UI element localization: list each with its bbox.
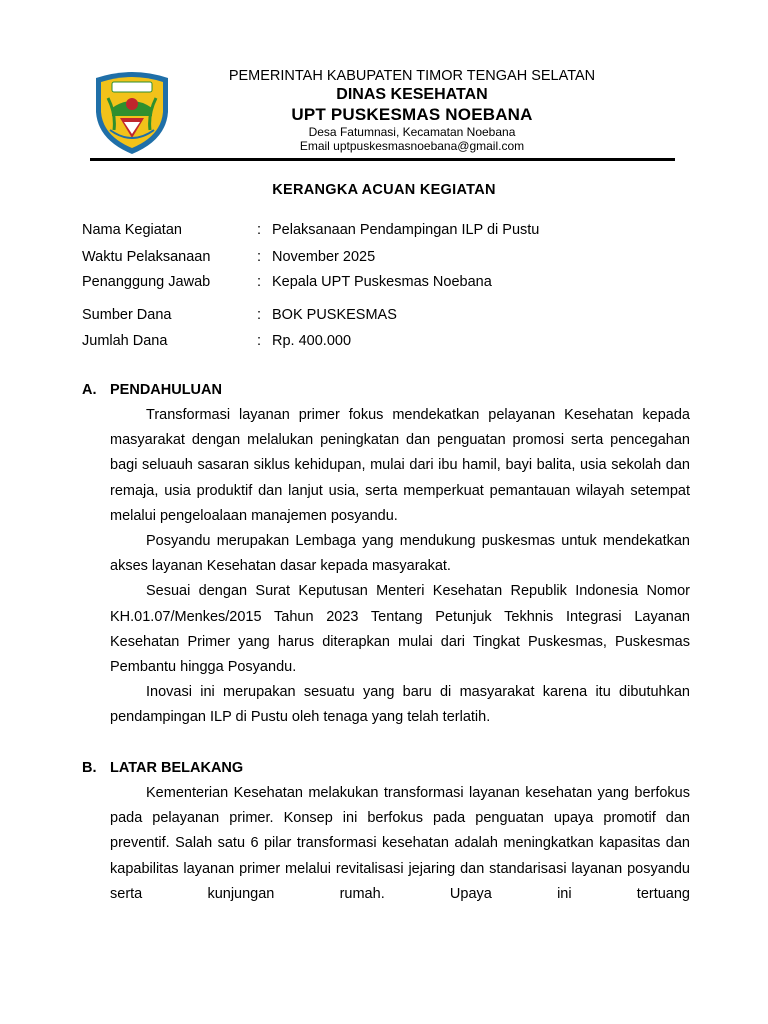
letterhead-email: Email uptpuskesmasnoebana@gmail.com — [299, 139, 525, 153]
info-label: Waktu Pelaksanaan — [82, 249, 211, 265]
info-colon: : — [257, 222, 262, 238]
letterhead-divider — [90, 158, 675, 161]
paragraph: Posyandu merupakan Lembaga yang mendukung puskesmas untuk mendekatkan akses layanan Kesehatan dasar kepada masyarakat. — [110, 533, 690, 575]
section-number: B. — [82, 760, 97, 776]
paragraph: Sesuai dengan Surat Keputusan Menteri Kesehatan Republik Indonesia Nomor KH.01.07/Menkes/2015 Tahun 2023 Tentang Petunjuk Tekhnis Integrasi Layanan Kesehatan Primer yang harus diterapkan mulai dari Tingkat Puskesmas, Puskesmas Pembantu hingga Posyandu. — [110, 583, 690, 676]
letterhead-government: PEMERINTAH KABUPATEN TIMOR TENGAH SELATAN — [228, 68, 596, 84]
section-title: PENDAHULUAN — [110, 382, 222, 398]
paragraph: Inovasi ini merupakan sesuatu yang baru di masyarakat karena itu dibutuhkan pendampingan ILP di Pustu oleh tenaga yang telah terlatih. — [110, 684, 690, 726]
section-body-a — [110, 403, 690, 731]
letterhead-address: Desa Fatumnasi, Kecamatan Noebana — [308, 125, 516, 139]
info-colon: : — [257, 333, 262, 349]
section-heading-b — [82, 760, 243, 776]
info-value: Pelaksanaan Pendampingan ILP di Pustu — [272, 222, 540, 238]
document-title: KERANGKA ACUAN KEGIATAN — [272, 182, 496, 198]
info-label: Jumlah Dana — [82, 333, 168, 349]
paragraph: Kementerian Kesehatan melakukan transformasi layanan kesehatan yang berfokus pada pelayanan primer. Konsep ini berfokus pada penguatan upaya promotif dan preventif. Salah satu 6 pilar transformasi kesehatan adalah meningkatkan kapasitas dan kapabilitas layanan primer melalui revitalisasi jejaring dan standarisasi layanan posyandu serta kunjungan rumah. Upaya ini tertuang — [110, 785, 690, 902]
info-label: Sumber Dana — [82, 307, 172, 323]
section-body-b — [110, 781, 690, 907]
info-value: Rp. 400.000 — [272, 333, 352, 349]
regency-coat-of-arms-icon — [90, 68, 174, 156]
info-label: Nama Kegiatan — [82, 222, 182, 238]
info-value: November 2025 — [272, 249, 376, 265]
letterhead-unit: UPT PUSKESMAS NOEBANA — [291, 105, 533, 124]
letterhead-department: DINAS KESEHATAN — [336, 86, 488, 103]
info-value: BOK PUSKESMAS — [272, 307, 397, 323]
info-colon: : — [257, 249, 262, 265]
letterhead — [190, 68, 634, 153]
info-colon: : — [257, 307, 262, 323]
section-heading-a — [82, 382, 222, 398]
info-colon: : — [257, 274, 262, 290]
section-number: A. — [82, 382, 97, 398]
info-label: Penanggung Jawab — [82, 274, 211, 290]
info-value: Kepala UPT Puskesmas Noebana — [272, 274, 492, 290]
section-title: LATAR BELAKANG — [110, 760, 244, 776]
paragraph: Transformasi layanan primer fokus mendekatkan pelayanan Kesehatan kepada masyarakat dengan melalukan peningkatan dan penguatan promosi serta pencegahan bagi seluauh sasaran siklus kehidupan, mulai dari ibu hamil, bayi balita, usia sekolah dan remaja, usia produktif dan lanjut usia, serta memperkuat pemantauan wilayah setempat melalui pengeloalaan manajemen posyandu. — [110, 407, 690, 524]
